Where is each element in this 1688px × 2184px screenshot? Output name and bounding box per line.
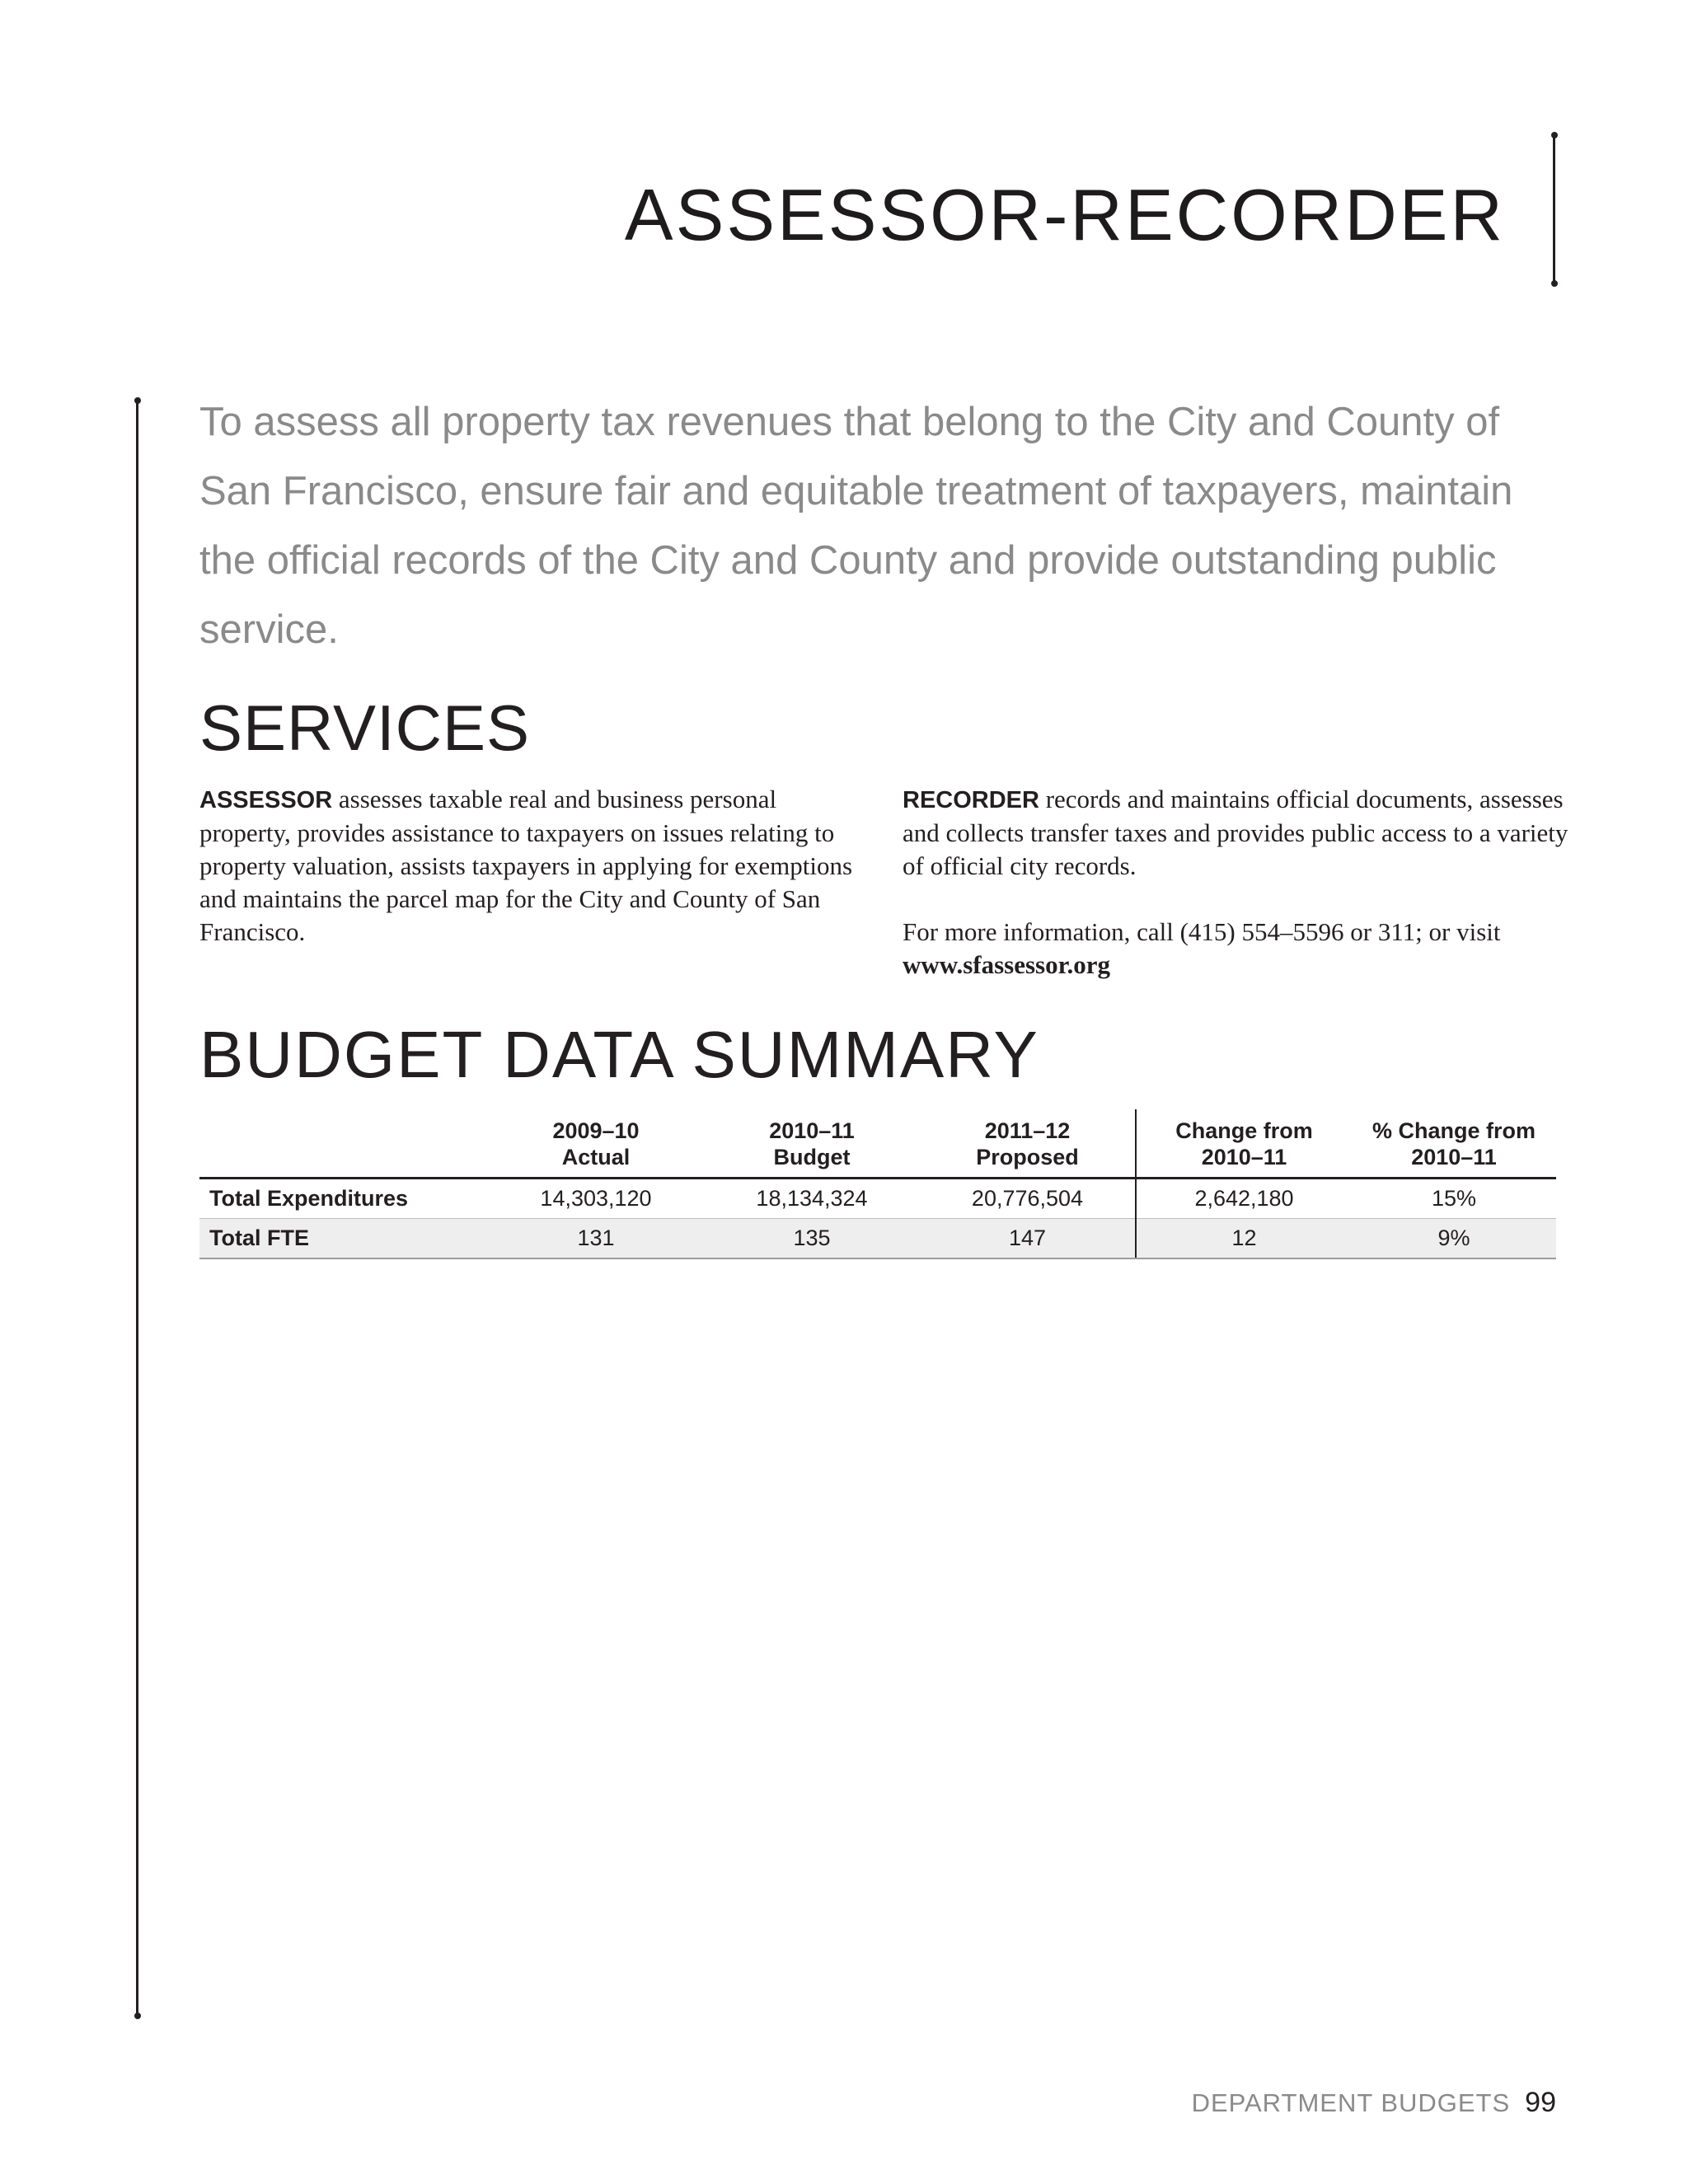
- page-title: ASSESSOR-RECORDER: [624, 174, 1505, 255]
- table-header-cell: Change from 2010–11: [1136, 1109, 1352, 1179]
- row-label: Total FTE: [199, 1219, 488, 1259]
- recorder-text: records and maintains official documents, assesses and collects transfer taxes and provides public access to a variety of official city records.: [903, 785, 1568, 880]
- title-rule-dot-bottom: [1551, 280, 1558, 287]
- left-rule-dot-bottom: [134, 2013, 141, 2019]
- recorder-description: [903, 783, 1570, 982]
- budget-heading: BUDGET DATA SUMMARY: [199, 1018, 1039, 1091]
- table-row: [199, 1179, 1556, 1219]
- page-footer: [1192, 2087, 1556, 2119]
- mission-statement: To assess all property tax revenues that belong to the City and County of San Francisco, ensure fair and equitable treatment of taxpayers, maintain the official records of the City and County and provide outstanding public service.: [199, 400, 1513, 652]
- left-margin-rule: [136, 401, 138, 2016]
- assessor-text: assesses taxable real and business personal property, provides assistance to taxpayers on issues relating to property valuation, assists taxpayers in applying for exemptions and maintains the parcel map for the City and County of San Francisco.: [199, 785, 853, 946]
- website-link[interactable]: www.sfassessor.org: [903, 950, 1111, 979]
- more-info: [903, 916, 1570, 982]
- table-cell: 2,642,180: [1136, 1179, 1352, 1219]
- recorder-label: RECORDER: [903, 787, 1039, 813]
- more-info-text: For more information, call (415) 554–5596 or 311; or visit: [903, 917, 1501, 946]
- table-header-cell: 2009–10 Actual: [488, 1109, 704, 1179]
- table-header-cell: 2011–12 Proposed: [920, 1109, 1136, 1179]
- title-rule: [1553, 135, 1555, 284]
- page-number: 99: [1525, 2087, 1556, 2118]
- row-label: Total Expenditures: [199, 1179, 488, 1219]
- table-header-cell: 2010–11 Budget: [704, 1109, 920, 1179]
- table-cell: 18,134,324: [704, 1179, 920, 1219]
- left-rule-dot-top: [134, 397, 141, 404]
- table-cell: 15%: [1352, 1179, 1556, 1219]
- assessor-label: ASSESSOR: [199, 787, 333, 813]
- table-row: [199, 1219, 1556, 1259]
- budget-table: [199, 1109, 1556, 1259]
- assessor-description: [199, 783, 859, 949]
- services-heading: SERVICES: [199, 691, 531, 764]
- table-cell: 14,303,120: [488, 1179, 704, 1219]
- table-cell: 20,776,504: [920, 1179, 1136, 1219]
- table-cell: 135: [704, 1219, 920, 1259]
- table-cell: 9%: [1352, 1219, 1556, 1259]
- table-header-row: [199, 1109, 1556, 1179]
- table-cell: 12: [1136, 1219, 1352, 1259]
- table-cell: 147: [920, 1219, 1136, 1259]
- footer-section: DEPARTMENT BUDGETS: [1191, 2088, 1511, 2117]
- title-rule-dot-top: [1551, 132, 1558, 138]
- table-header-cell: % Change from 2010–11: [1352, 1109, 1556, 1179]
- table-header-blank: [199, 1109, 488, 1179]
- table-cell: 131: [488, 1219, 704, 1259]
